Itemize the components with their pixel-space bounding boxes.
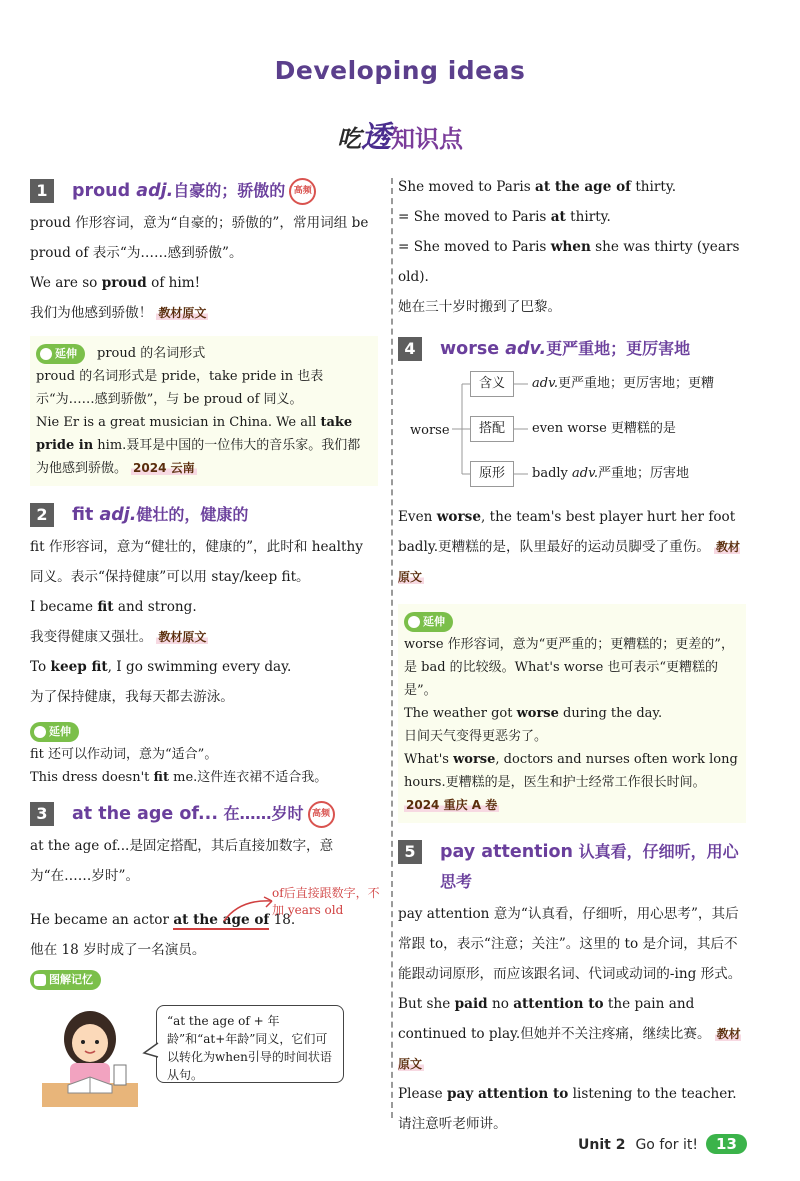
source-tag: 教材原文 <box>158 630 207 644</box>
extension-label: 延伸 <box>30 722 79 742</box>
example-translation: 为了保持健康，我每天都去游泳。 <box>30 689 234 705</box>
headword: pay attention <box>440 842 574 862</box>
extension-note <box>30 720 378 789</box>
hot-badge: 高频 <box>289 178 316 205</box>
extension-text: worse 作形容词，意为“更严重的；更糟糕的；更差的”，是 bad 的比较级。What's worse 也可表示“更糟糕的是”。 <box>404 637 734 698</box>
section-3-explanation: at the age of...是固定搭配，其后直接加数字，意为“在……岁时”。 <box>30 838 334 884</box>
section-2-heading <box>30 500 378 530</box>
section-number: 5 <box>398 840 422 864</box>
section-3-heading <box>30 799 378 829</box>
extension-box <box>30 336 378 486</box>
headword-meaning: 更严重地；更厉害地 <box>546 339 691 358</box>
tip-bubble: “at the age of + 年龄”和“at+年龄”同义，它们可以转化为when引导的时间状语从句。 <box>156 1005 344 1083</box>
example-translation: 她在三十岁时搬到了巴黎。 <box>398 299 562 315</box>
headword-meaning: 自豪的；骄傲的 <box>173 181 286 200</box>
section-2-explanation: fit 作形容词，意为“健壮的，健康的”，此时和 healthy 同义。表示“保持健康”可以用 stay/keep fit。 <box>30 539 363 585</box>
section-number: 1 <box>30 179 54 203</box>
note-arrow-icon <box>220 895 280 925</box>
extension-text: proud 的名词形式是 pride，take pride in 也表示“为……感到骄傲”，与 be proud of 同义。 <box>36 369 324 407</box>
leaf-icon <box>40 348 52 360</box>
part-of-speech: adv. <box>505 339 547 359</box>
example-translation: 我们为他感到骄傲！ 教材原文 <box>30 305 207 321</box>
example-sentence: She moved to Paris at the age of thirty. <box>398 179 677 195</box>
memory-diagram <box>30 1001 378 1113</box>
handwritten-note: of后直接跟数字，不加 years old <box>272 886 380 917</box>
right-column <box>398 172 746 1139</box>
mind-map-value: badly adv.严重地；厉害地 <box>532 466 690 481</box>
extension-text: fit 还可以作动词，意为“适合”。 <box>30 747 218 762</box>
mind-map-node-collocation: 搭配 <box>470 416 514 442</box>
page-number: 13 <box>706 1134 747 1154</box>
source-tag: 2024 云南 <box>133 461 195 475</box>
subtitle-char-2: 透 <box>361 120 391 155</box>
hot-badge: 高频 <box>308 801 335 828</box>
picture-icon <box>34 974 46 986</box>
page-footer <box>578 1134 747 1154</box>
leaf-icon <box>408 616 420 628</box>
example-sentence: He became an actor at the age of 18. <box>30 912 296 928</box>
subtitle-char-1: 吃 <box>337 125 361 153</box>
leaf-icon <box>34 726 46 738</box>
section-number: 2 <box>30 503 54 527</box>
example-sentence: Even worse, the team's best player hurt her foot badly.更糟糕的是，队里最好的运动员脚受了重伤。 教材原文 <box>398 509 740 584</box>
headword-meaning: 在……岁时 <box>217 804 304 823</box>
headword: fit <box>72 505 100 525</box>
section-5-explanation: pay attention 意为“认真看，仔细听，用心思考”，其后常跟 to，表示“注意；关注”。这里的 to 是介词，其后不能跟动词原形，而应该跟名词、代词或动词的-ing 形式。 <box>398 906 742 982</box>
example-translation: 请注意听老师讲。 <box>398 1116 507 1132</box>
example-sentence: We are so proud of him! <box>30 275 201 291</box>
headword: proud <box>72 181 137 201</box>
extension-box <box>398 604 746 823</box>
page-title: Developing ideas <box>274 56 526 85</box>
extension-example: What's worse, doctors and nurses often work long hours.更糟糕的是，医生和护士经常工作很长时间。 <box>404 752 738 790</box>
extension-example: This dress doesn't fit me.这件连衣裙不适合我。 <box>30 770 328 785</box>
part-of-speech: adj. <box>99 505 137 525</box>
page-subtitle <box>0 112 800 156</box>
unit-label: Unit 2 <box>578 1137 626 1153</box>
subtitle-text: 知识点 <box>391 125 463 153</box>
worse-mind-map <box>398 370 746 498</box>
example-sentence: I became fit and strong. <box>30 599 197 615</box>
source-tag: 教材原文 <box>398 1027 741 1071</box>
extension-title: proud 的名词形式 <box>97 346 206 361</box>
example-sentence: Please pay attention to listening to the teacher. <box>398 1086 737 1102</box>
section-number: 4 <box>398 337 422 361</box>
unit-title: Go for it! <box>635 1137 699 1153</box>
section-1-heading <box>30 176 378 206</box>
section-5-heading <box>398 837 746 897</box>
example-translation: 他在 18 岁时成了一名演员。 <box>30 942 206 958</box>
left-column <box>30 172 378 1113</box>
mind-map-node-meaning: 含义 <box>470 371 514 397</box>
mind-map-node-base-form: 原形 <box>470 461 514 487</box>
girl-reading-illustration <box>40 1005 140 1109</box>
headword: worse <box>440 339 506 359</box>
memory-diagram-label: 图解记忆 <box>30 970 101 990</box>
extension-label: 延伸 <box>36 344 85 364</box>
headword: at the age of... <box>72 804 218 824</box>
example-sentence: But she paid no attention to the pain and continued to play.但她并不关注疼痛，继续比赛。 教材原文 <box>398 996 741 1071</box>
bubble-tail-icon <box>142 1041 162 1061</box>
example-sentence: = She moved to Paris at thirty. <box>398 209 611 225</box>
source-tag: 教材原文 <box>158 306 207 320</box>
extension-example: The weather got worse during the day. <box>404 706 663 721</box>
example-sentence: To keep fit, I go swimming every day. <box>30 659 292 675</box>
source-tag: 2024 重庆 A 卷 <box>406 798 498 812</box>
headword-meaning: 健壮的，健康的 <box>136 505 249 524</box>
part-of-speech: adj. <box>136 181 174 201</box>
example-sentence: = She moved to Paris when she was thirty (years old). <box>398 239 740 285</box>
mind-map-value: adv.更严重地；更厉害地；更糟 <box>532 376 715 391</box>
extension-example: Nie Er is a great musician in China. We all take pride in him.聂耳是中国的一位伟大的音乐家。我们都为他感到骄傲。 2024 云南 <box>36 415 361 476</box>
mind-map-root: worse <box>410 423 450 438</box>
source-tag: 教材原文 <box>398 540 740 584</box>
extension-translation: 日间天气变得更恶劣了。 <box>404 729 548 744</box>
mind-map-value: even worse 更糟糕的是 <box>532 421 676 436</box>
example-translation: 我变得健康又强壮。 教材原文 <box>30 629 207 645</box>
section-4-heading <box>398 334 746 364</box>
column-divider <box>391 178 393 1118</box>
headword-meaning: 认真看，仔细听，用心思考 <box>440 842 739 891</box>
section-1-explanation: proud 作形容词，意为“自豪的；骄傲的”，常用词组 be proud of 表示“为……感到骄傲”。 <box>30 215 369 261</box>
extension-label: 延伸 <box>404 612 453 632</box>
section-number: 3 <box>30 802 54 826</box>
